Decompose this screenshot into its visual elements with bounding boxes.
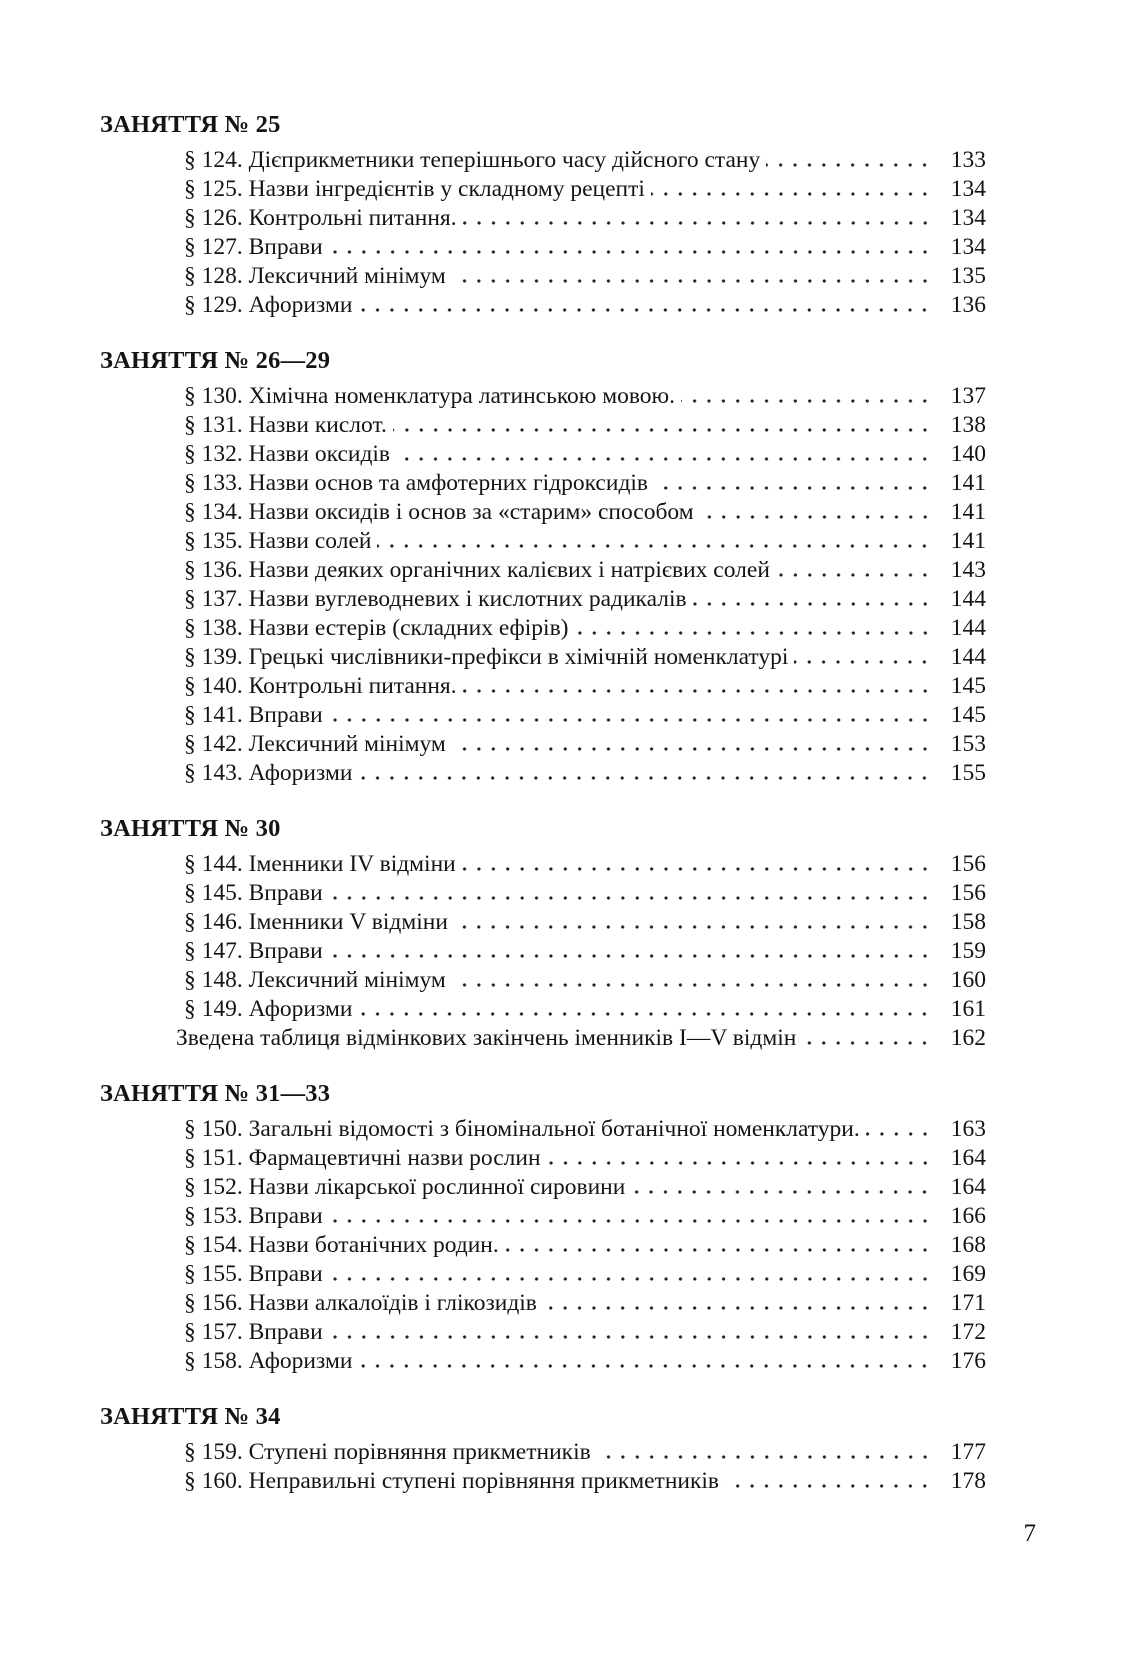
entry-page-number: 172: [950, 1319, 986, 1345]
dot-leader: [651, 192, 932, 196]
entry-label: § 129. Афоризми: [184, 292, 353, 318]
entry-label: § 141. Вправи: [184, 702, 323, 728]
entry-page-number: 163: [950, 1116, 986, 1142]
dot-leader: [575, 631, 933, 635]
entry-page-number: 176: [950, 1348, 986, 1374]
entry-page-number: 160: [950, 967, 986, 993]
dot-leader: [329, 1335, 932, 1339]
entry-label: § 148. Лексичний мінімум: [184, 967, 446, 993]
entry-page-number: 171: [950, 1290, 986, 1316]
entry-label: § 136. Назви деяких органічних калієвих і натрієвих солей: [184, 557, 770, 583]
entry-label: § 153. Вправи: [184, 1203, 323, 1229]
toc-section: [100, 1079, 986, 1376]
dot-leader: [463, 221, 932, 225]
entry-label: § 140. Контрольні питання.: [184, 673, 457, 699]
section-heading: ЗАНЯТТЯ № 30: [100, 815, 281, 842]
entry-label: § 157. Вправи: [184, 1319, 323, 1345]
entry-page-number: 159: [950, 938, 986, 964]
dot-leader: [654, 486, 932, 490]
entry-label: § 139. Грецькі числівники-префікси в хімічній номенклатурі: [184, 644, 789, 670]
dot-leader: [452, 279, 932, 283]
entry-label: § 137. Назви вуглеводневих і кислотних радикалів: [184, 586, 687, 612]
entry-label: § 159. Ступені порівняння прикметників: [184, 1439, 591, 1465]
toc-entry: [100, 643, 986, 672]
dot-leader: [631, 1190, 932, 1194]
entry-label: § 130. Хімічна номенклатура латинською мовою.: [184, 383, 675, 409]
dot-leader: [452, 747, 932, 751]
toc-section: [100, 346, 986, 788]
toc-entry: [100, 1173, 986, 1202]
entry-label: § 158. Афоризми: [184, 1348, 353, 1374]
entry-label: § 124. Дієприкметники теперішнього часу дійсного стану: [184, 147, 761, 173]
section-heading: ЗАНЯТТЯ № 26—29: [100, 347, 331, 374]
dot-leader: [452, 983, 932, 987]
entry-page-number: 141: [950, 470, 986, 496]
table-of-contents: [100, 110, 986, 1496]
entry-label: § 138. Назви естерів (складних ефірів): [184, 615, 569, 641]
toc-entry: [100, 1438, 986, 1467]
toc-entry: [100, 262, 986, 291]
toc-entry: [100, 1347, 986, 1376]
entry-page-number: 134: [950, 176, 986, 202]
toc-entry: [100, 1318, 986, 1347]
page-footer: [0, 1519, 1036, 1549]
entry-page-number: 169: [950, 1261, 986, 1287]
dot-leader: [597, 1455, 932, 1459]
toc-entry: [100, 1115, 986, 1144]
entry-page-number: 177: [950, 1439, 986, 1465]
dot-leader: [725, 1484, 932, 1488]
section-heading: ЗАНЯТТЯ № 31—33: [100, 1080, 331, 1107]
toc-section: [100, 814, 986, 1053]
toc-entry: [100, 1024, 986, 1053]
toc-entry: [100, 701, 986, 730]
toc-entry: [100, 730, 986, 759]
dot-leader: [329, 896, 932, 900]
toc-entry: [100, 908, 986, 937]
toc-entry: [100, 1260, 986, 1289]
entry-page-number: 164: [950, 1174, 986, 1200]
dot-leader: [358, 1012, 932, 1016]
dot-leader: [358, 776, 932, 780]
toc-entry: [100, 556, 986, 585]
entry-page-number: 164: [950, 1145, 986, 1171]
entry-label: § 132. Назви оксидів: [184, 441, 391, 467]
entry-label: § 127. Вправи: [184, 234, 323, 260]
entry-page-number: 135: [950, 263, 986, 289]
entry-page-number: 145: [950, 673, 986, 699]
entry-label: § 135. Назви солей: [184, 528, 372, 554]
toc-entry: [100, 1144, 986, 1173]
toc-section: [100, 1402, 986, 1496]
dot-leader: [329, 250, 932, 254]
entry-label: § 146. Іменники V відміни: [184, 909, 448, 935]
toc-entry: [100, 233, 986, 262]
folio-page-number: 7: [1023, 1520, 1036, 1547]
dot-leader: [776, 573, 932, 577]
entry-label: § 152. Назви лікарської рослинної сировини: [184, 1174, 626, 1200]
dot-leader: [393, 428, 932, 432]
toc-entry: [100, 291, 986, 320]
entry-page-number: 144: [950, 615, 986, 641]
entry-page-number: 156: [950, 880, 986, 906]
toc-entry: [100, 146, 986, 175]
toc-entry: [100, 175, 986, 204]
toc-entry: [100, 1202, 986, 1231]
toc-entry: [100, 440, 986, 469]
section-entries: [100, 146, 986, 320]
entry-label: § 125. Назви інгредієнтів у складному рецепті: [184, 176, 645, 202]
toc-entry: [100, 1467, 986, 1496]
entry-page-number: 140: [950, 441, 986, 467]
entry-label: § 145. Вправи: [184, 880, 323, 906]
toc-entry: [100, 879, 986, 908]
section-entries: [100, 382, 986, 788]
toc-entry: [100, 498, 986, 527]
toc-entry: [100, 1289, 986, 1318]
entry-page-number: 162: [950, 1025, 986, 1051]
dot-leader: [547, 1161, 932, 1165]
toc-entry: [100, 672, 986, 701]
entry-page-number: 134: [950, 205, 986, 231]
entry-label: § 150. Загальні відомості з біномінальної ботанічної номенклатури.: [184, 1116, 860, 1142]
entry-label: § 133. Назви основ та амфотерних гідроксидів: [184, 470, 649, 496]
section-heading: ЗАНЯТТЯ № 25: [100, 111, 281, 138]
entry-label: § 131. Назви кислот.: [184, 412, 387, 438]
entry-label: § 144. Іменники IV відміни: [184, 851, 456, 877]
entry-label: § 143. Афоризми: [184, 760, 353, 786]
dot-leader: [693, 602, 932, 606]
toc-entry: [100, 585, 986, 614]
entry-page-number: 178: [950, 1468, 986, 1494]
entry-page-number: 133: [950, 147, 986, 173]
entry-label: § 151. Фармацевтичні назви рослин: [184, 1145, 541, 1171]
dot-leader: [329, 718, 932, 722]
section-entries: [100, 1115, 986, 1376]
entry-label: § 154. Назви ботанічних родин.: [184, 1232, 499, 1258]
toc-entry: [100, 527, 986, 556]
entry-label: Зведена таблиця відмінкових закінчень іменників I—V відмін: [176, 1025, 797, 1051]
entry-label: § 160. Неправильні ступені порівняння прикметників: [184, 1468, 720, 1494]
entry-page-number: 136: [950, 292, 986, 318]
section-entries: [100, 1438, 986, 1496]
entry-label: § 142. Лексичний мінімум: [184, 731, 446, 757]
entry-page-number: 141: [950, 499, 986, 525]
dot-leader: [543, 1306, 932, 1310]
dot-leader: [329, 1219, 932, 1223]
dot-leader: [462, 867, 932, 871]
dot-leader: [377, 544, 932, 548]
dot-leader: [794, 660, 932, 664]
entry-page-number: 138: [950, 412, 986, 438]
entry-page-number: 144: [950, 644, 986, 670]
toc-section: [100, 110, 986, 320]
entry-label: § 149. Афоризми: [184, 996, 353, 1022]
dot-leader: [681, 399, 932, 403]
toc-entry: [100, 614, 986, 643]
dot-leader: [358, 1364, 932, 1368]
entry-label: § 134. Назви оксидів і основ за «старим» способом: [184, 499, 694, 525]
entry-label: § 147. Вправи: [184, 938, 323, 964]
toc-entry: [100, 759, 986, 788]
toc-entry: [100, 411, 986, 440]
entry-label: § 155. Вправи: [184, 1261, 323, 1287]
entry-page-number: 166: [950, 1203, 986, 1229]
entry-page-number: 137: [950, 383, 986, 409]
toc-entry: [100, 937, 986, 966]
dot-leader: [866, 1132, 932, 1136]
dot-leader: [358, 308, 932, 312]
dot-leader: [329, 1277, 932, 1281]
entry-page-number: 145: [950, 702, 986, 728]
toc-entry: [100, 1231, 986, 1260]
toc-entry: [100, 469, 986, 498]
entry-page-number: 156: [950, 851, 986, 877]
entry-page-number: 161: [950, 996, 986, 1022]
entry-page-number: 155: [950, 760, 986, 786]
toc-entry: [100, 995, 986, 1024]
section-entries: [100, 850, 986, 1053]
toc-entry: [100, 382, 986, 411]
dot-leader: [802, 1041, 932, 1045]
entry-label: § 156. Назви алкалоїдів і глікозидів: [184, 1290, 537, 1316]
entry-page-number: 144: [950, 586, 986, 612]
toc-entry: [100, 850, 986, 879]
entry-page-number: 168: [950, 1232, 986, 1258]
entry-page-number: 153: [950, 731, 986, 757]
dot-leader: [329, 954, 932, 958]
dot-leader: [505, 1248, 932, 1252]
dot-leader: [700, 515, 932, 519]
toc-entry: [100, 966, 986, 995]
dot-leader: [454, 925, 932, 929]
entry-page-number: 141: [950, 528, 986, 554]
dot-leader: [396, 457, 932, 461]
entry-page-number: 158: [950, 909, 986, 935]
dot-leader: [766, 163, 932, 167]
entry-page-number: 143: [950, 557, 986, 583]
dot-leader: [463, 689, 932, 693]
section-heading: ЗАНЯТТЯ № 34: [100, 1403, 281, 1430]
entry-label: § 128. Лексичний мінімум: [184, 263, 446, 289]
toc-entry: [100, 204, 986, 233]
entry-page-number: 134: [950, 234, 986, 260]
entry-label: § 126. Контрольні питання.: [184, 205, 457, 231]
